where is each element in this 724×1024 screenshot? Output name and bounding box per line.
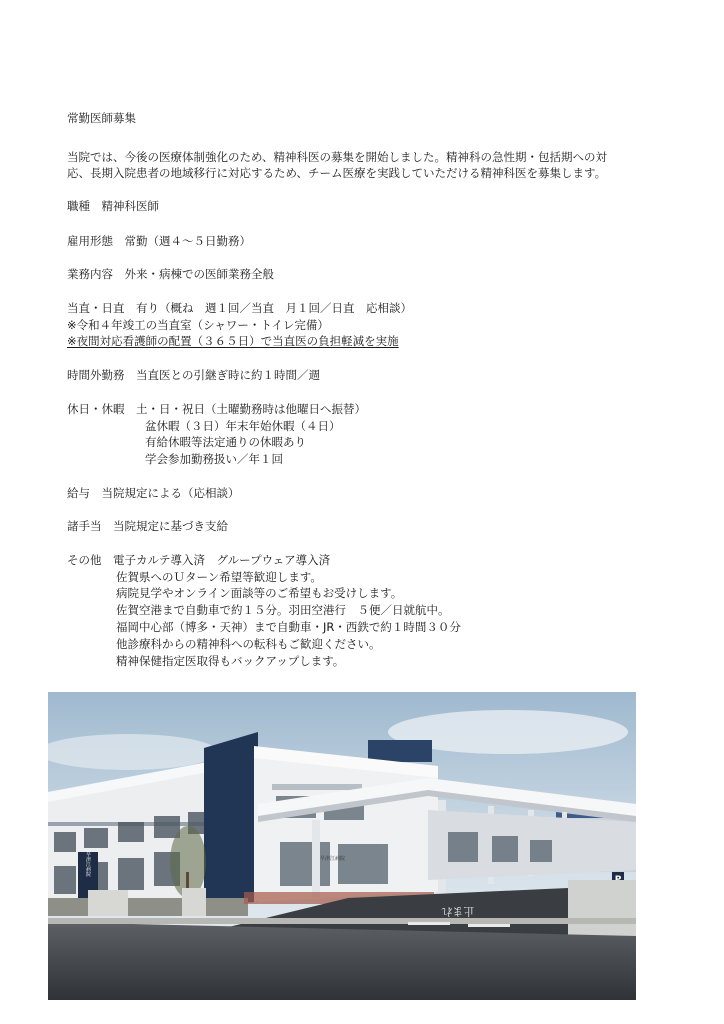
entrance-wall <box>88 890 128 916</box>
page-title: 常勤医師募集 <box>67 111 136 125</box>
other: その他 電子カルテ導入済 グループウェア導入済 <box>67 553 331 567</box>
holidays-line-3: 有給休暇等法定通りの休暇あり <box>145 435 306 449</box>
overtime: 時間外勤務 当直医との引継ぎ時に約１時間／週 <box>67 368 320 382</box>
holidays-line-4: 学会参加勤務扱い／年１回 <box>145 452 283 466</box>
other-line-5: 福岡中心部（博多・天神）まで自動車・JR・西鉄で約１時間３０分 <box>116 620 461 634</box>
central-tower <box>204 732 258 904</box>
job-type: 職種 精神科医師 <box>67 199 159 213</box>
employment-type: 雇用形態 常勤（週４～５日勤務） <box>67 234 251 248</box>
canopy-column <box>312 820 320 898</box>
duties: 業務内容 外来・病棟での医師業務全般 <box>67 267 274 281</box>
other-line-2: 佐賀県へのＵターン希望等歓迎します。 <box>116 570 322 584</box>
road-marking: 止まれ <box>441 905 475 918</box>
entrance-sign: 早津江病院 <box>320 856 346 862</box>
other-line-7: 精神保健指定医取得もバックアップします。 <box>116 654 345 668</box>
other-line-6: 他診療科からの精神科への転科もご歓迎ください。 <box>116 637 381 651</box>
intro-line-2: 応、長期入院患者の地域移行に対応するため、チーム医療を実践していただける精神科医を募集します。 <box>67 166 607 180</box>
holidays-line-2: 盆休暇（３日）年末年始休暇（４日） <box>145 419 341 433</box>
night-duty: 当直・日直 有り（概ね 週１回／当直 月１回／日直 応相談） <box>67 301 412 315</box>
salary: 給与 当院規定による（応相談） <box>67 486 240 500</box>
intro-line-1: 当院では、今後の医療体制強化のため、精神科医の募集を開始しました。精神科の急性期・包括期への対 <box>67 150 608 164</box>
hospital-sign-text: 早津江病院 <box>85 851 91 877</box>
other-line-3: 病院見学やオンライン面談等のご希望もお受けします。 <box>116 586 403 600</box>
other-line-4: 佐賀空港まで自動車で約１５分。羽田空港行 ５便／日就航中。 <box>116 603 450 617</box>
night-duty-note-room: ※令和４年竣工の当直室（シャワー・トイレ完備） <box>67 318 329 332</box>
front-hedge <box>48 898 248 916</box>
holidays: 休日・休暇 土・日・祝日（土曜勤務時は他曜日へ振替） <box>67 402 366 416</box>
hospital-building-photo <box>48 692 636 1000</box>
night-duty-note-nurse: ※夜間対応看護師の配置（３６５日）で当直医の負担軽減を実施 <box>67 334 399 348</box>
right-wall <box>568 880 636 942</box>
allowance: 諸手当 当院規定に基づき支給 <box>67 519 228 533</box>
